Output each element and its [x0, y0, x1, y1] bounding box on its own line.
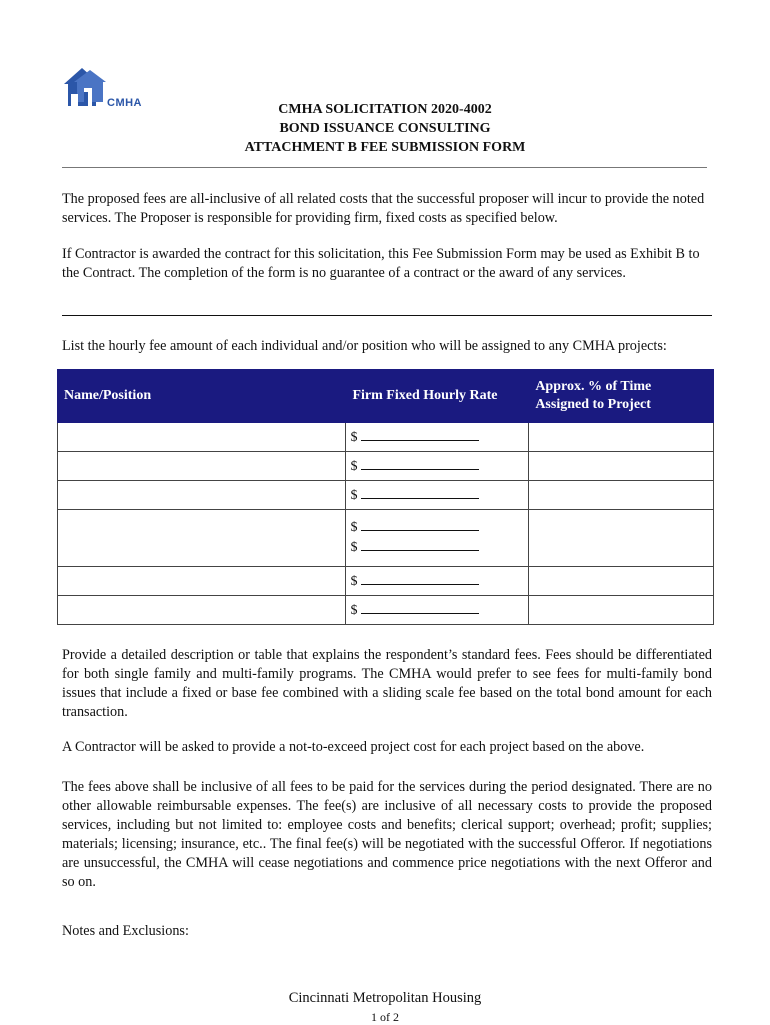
hourly-rate-cell[interactable]: $	[346, 423, 529, 452]
name-position-cell[interactable]	[58, 596, 346, 625]
time-percent-cell[interactable]	[529, 481, 714, 510]
logo-text: CMHA	[107, 97, 142, 109]
header-attachment: ATTACHMENT B FEE SUBMISSION FORM	[244, 140, 526, 155]
rate-blank[interactable]	[361, 428, 479, 441]
hourly-rate-cell[interactable]: $	[346, 452, 529, 481]
intro-paragraph-1: The proposed fees are all-inclusive of all related costs that the successful proposer will incur to provide the noted services. The Proposer is responsible for providing firm, fixed costs as specified below.	[62, 191, 705, 226]
inclusive-fees-paragraph: The fees above shall be inclusive of all fees to be paid for the services during the period designated. There are no other allowable reimbursable expenses. The fee(s) are inclusive of all necessary costs to provide the proposed services, including but not limited to: employee costs and benefits; clerical support; overhead; profit; supplies; materials; licensing; insurance, etc.. The final fee(s) will be negotiated with the successful Offeror. If negotiations are unsuccessful, the CMHA will cease negotiations and commence price negotiations with the next Offeror and so on.	[62, 779, 712, 890]
rate-blank[interactable]	[361, 518, 479, 531]
section-divider	[62, 315, 712, 316]
time-percent-cell[interactable]	[529, 423, 714, 452]
rate-blank[interactable]	[361, 486, 479, 499]
time-percent-cell[interactable]	[529, 567, 714, 596]
col-name-position: Name/Position	[58, 370, 346, 423]
time-percent-cell[interactable]	[529, 452, 714, 481]
document-header	[0, 100, 770, 157]
name-position-cell[interactable]	[58, 452, 346, 481]
rate-blank[interactable]	[361, 572, 479, 585]
not-to-exceed-paragraph: A Contractor will be asked to provide a not-to-exceed project cost for each project based on the above.	[62, 739, 645, 755]
hourly-rate-cell[interactable]: $	[346, 596, 529, 625]
time-percent-cell[interactable]	[529, 596, 714, 625]
rate-blank[interactable]	[361, 538, 479, 551]
header-divider	[62, 167, 707, 168]
table-row	[58, 452, 714, 481]
header-title: BOND ISSUANCE CONSULTING	[279, 121, 491, 136]
table-row	[58, 423, 714, 452]
header-solicitation: CMHA SOLICITATION 2020-4002	[278, 102, 492, 117]
name-position-cell[interactable]	[58, 481, 346, 510]
time-percent-cell[interactable]	[529, 510, 714, 567]
name-position-cell[interactable]	[58, 567, 346, 596]
table-intro: List the hourly fee amount of each individual and/or position who will be assigned to any CMHA projects:	[62, 338, 667, 354]
page-number: 1 of 2	[371, 1010, 399, 1024]
col-hourly-rate: Firm Fixed Hourly Rate	[346, 370, 529, 423]
name-position-cell[interactable]	[58, 423, 346, 452]
footer-org: Cincinnati Metropolitan Housing	[288, 990, 482, 1006]
col-time-percent: Approx. % of Time Assigned to Project	[529, 370, 714, 423]
notes-exclusions-label: Notes and Exclusions:	[62, 923, 189, 939]
fees-description-paragraph: Provide a detailed description or table that explains the respondent’s standard fees. Fees should be differentiated for both single family and multi-family programs. The CMHA would prefer to see fees for multi-family bond issues that include a fixed or base fee combined with a sliding scale fee based on the total bond amount for each transaction.	[62, 647, 712, 720]
name-position-cell[interactable]	[58, 510, 346, 567]
rate-blank[interactable]	[361, 601, 479, 614]
table-row	[58, 596, 714, 625]
table-row	[58, 481, 714, 510]
rate-blank[interactable]	[361, 457, 479, 470]
fee-table-header	[58, 370, 714, 423]
fee-table	[57, 369, 714, 625]
intro-paragraph-2: If Contractor is awarded the contract for this solicitation, this Fee Submission Form may be used as Exhibit B to the Contract. The completion of the form is no guarantee of a contract or the award of any services.	[62, 246, 700, 281]
hourly-rate-cell[interactable]: $	[346, 567, 529, 596]
hourly-rate-cell[interactable]: $ $	[346, 510, 529, 567]
table-row	[58, 510, 714, 567]
hourly-rate-cell[interactable]: $	[346, 481, 529, 510]
table-row	[58, 567, 714, 596]
